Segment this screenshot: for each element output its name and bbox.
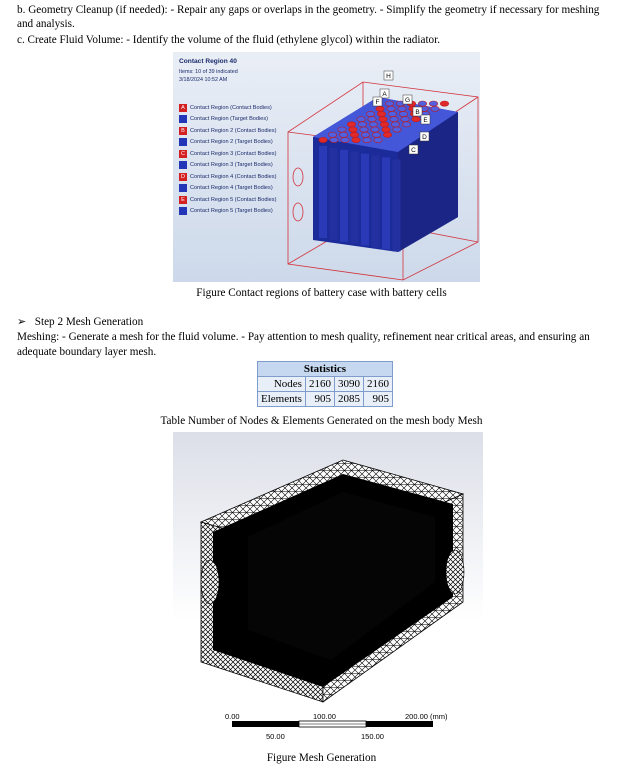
table-cell: 2160 [363, 377, 392, 392]
cell-cap [319, 137, 327, 142]
region-tag [421, 115, 430, 124]
legend-label: Contact Region 5 (Contact Bodies) [190, 196, 277, 203]
region-tag [384, 71, 393, 80]
cell-cap [391, 122, 399, 127]
scale-label: 0.00 [225, 712, 240, 721]
table-row [258, 377, 393, 392]
cell-cap [390, 117, 398, 122]
scale-bar [232, 721, 433, 727]
cell-cap [380, 122, 388, 127]
cell-cap [366, 111, 374, 116]
cell-cap [388, 111, 396, 116]
region-tag-label: A [382, 91, 387, 98]
scale-label: 150.00 [361, 732, 384, 741]
text-line-boundary-layer: adequate boundary layer mesh. [17, 346, 157, 358]
cell-cap [383, 132, 391, 137]
legend-label: Contact Region 3 (Target Bodies) [190, 162, 273, 169]
text-line-fluid-volume: c. Create Fluid Volume: - Identify the volume of the fluid (ethylene glycol) within the radiator. [17, 34, 441, 46]
statistics-table [257, 361, 393, 407]
cell-cap [363, 137, 371, 142]
battery-cell [361, 154, 369, 246]
region-tag [413, 107, 422, 116]
legend-label: Contact Region 4 (Target Bodies) [190, 185, 273, 192]
cell-cap [402, 122, 410, 127]
region-tag [409, 145, 418, 154]
table-cell: 2085 [334, 392, 363, 407]
region-tag-label: B [415, 109, 420, 116]
cell-cap [401, 117, 409, 122]
region-tag-label: G [404, 97, 411, 104]
legend-label: Contact Region 2 (Contact Bodies) [190, 127, 277, 134]
legend-swatch: A [179, 104, 187, 112]
table-caption: Table Number of Nodes & Elements Generated on the mesh body Mesh [160, 415, 483, 427]
text-line-geometry-cleanup: b. Geometry Cleanup (if needed): - Repair any gaps or overlaps in the geometry. - Simplify the geometry if necessary for meshing [17, 4, 600, 16]
mesh-render [173, 432, 483, 747]
cell-cap [358, 122, 366, 127]
cell-cap [379, 117, 387, 122]
region-tag-label: H [386, 73, 391, 80]
statistics-title: Statistics [258, 362, 393, 377]
cell-cap [361, 132, 369, 137]
cell-cap [377, 111, 385, 116]
cell-cap [374, 137, 382, 142]
table-row [258, 392, 393, 407]
legend-swatch: D [179, 173, 187, 181]
legend-label: Contact Region (Contact Bodies) [190, 104, 272, 111]
cell-cap [328, 132, 336, 137]
battery-cell [382, 157, 390, 249]
legend-label: Contact Region (Target Bodies) [190, 116, 269, 123]
cell-cap [350, 132, 358, 137]
cell-cap [387, 106, 395, 111]
table-cell: 905 [363, 392, 392, 407]
region-tag [420, 132, 429, 141]
region-tag-label: D [422, 134, 427, 141]
region-tag [403, 95, 412, 104]
scale-label: 50.00 [266, 732, 285, 741]
cell-cap [341, 137, 349, 142]
battery-cell [340, 150, 348, 242]
step-heading [17, 316, 143, 329]
region-tag [373, 97, 382, 106]
cell-cap [368, 117, 376, 122]
battery-cell [372, 156, 380, 248]
text-line-analysis: and analysis. [17, 18, 75, 30]
cell-cap [376, 106, 384, 111]
cell-cap [393, 127, 401, 132]
cell-cap [429, 101, 437, 106]
contact-regions-figure [173, 52, 480, 282]
cell-cap [385, 101, 393, 106]
legend-swatch: C [179, 150, 187, 158]
scale-label: 200.00 (mm) [405, 712, 448, 721]
battery-cell [319, 146, 327, 238]
battery-pack-render [173, 52, 480, 282]
cell-cap [371, 127, 379, 132]
step-title: Step 2 Mesh Generation [34, 316, 144, 328]
figure-items-count: Items: 10 of 39 indicated [179, 69, 238, 75]
figure-title: Contact Region 40 [179, 58, 237, 65]
cell-cap [418, 101, 426, 106]
cell-cap [357, 117, 365, 122]
cell-cap [440, 101, 448, 106]
cell-cap [382, 127, 390, 132]
battery-cell [330, 148, 338, 240]
mesh-figure [173, 432, 483, 747]
region-tag [380, 89, 389, 98]
row-label: Elements [258, 392, 306, 407]
scale-label: 100.00 [313, 712, 336, 721]
table-cell: 905 [305, 392, 334, 407]
cell-cap [347, 122, 355, 127]
legend-label: Contact Region 4 (Contact Bodies) [190, 173, 277, 180]
cell-cap [372, 132, 380, 137]
battery-cell [393, 159, 401, 251]
row-label: Nodes [258, 377, 306, 392]
table-cell: 3090 [334, 377, 363, 392]
figure2-caption: Figure Mesh Generation [266, 752, 377, 764]
cell-cap [431, 106, 439, 111]
region-tag-label: E [423, 117, 428, 124]
bullet-arrow-icon: ➢ [17, 316, 27, 328]
legend-swatch: E [179, 196, 187, 204]
figure-timestamp: 3/18/2024 10:52 AM [179, 77, 228, 83]
text-line-meshing: Meshing: - Generate a mesh for the fluid volume. - Pay attention to mesh quality, refinement near critical areas, and ensuring an [17, 331, 590, 343]
legend-label: Contact Region 2 (Target Bodies) [190, 139, 273, 146]
cell-cap [412, 117, 420, 122]
cell-cap [349, 127, 357, 132]
cell-cap [330, 137, 338, 142]
cell-cap [398, 106, 406, 111]
cell-cap [360, 127, 368, 132]
figure1-caption: Figure Contact regions of battery case with battery cells [196, 287, 447, 299]
region-tag-label: C [411, 147, 416, 154]
legend-swatch: B [179, 127, 187, 135]
cell-cap [339, 132, 347, 137]
legend-label: Contact Region 5 (Target Bodies) [190, 208, 273, 215]
table-cell: 2160 [305, 377, 334, 392]
region-tag-label: F [375, 99, 380, 106]
cell-cap [399, 111, 407, 116]
cell-cap [369, 122, 377, 127]
legend-label: Contact Region 3 (Contact Bodies) [190, 150, 277, 157]
cell-cap [338, 127, 346, 132]
battery-cell [351, 152, 359, 244]
cell-cap [352, 137, 360, 142]
